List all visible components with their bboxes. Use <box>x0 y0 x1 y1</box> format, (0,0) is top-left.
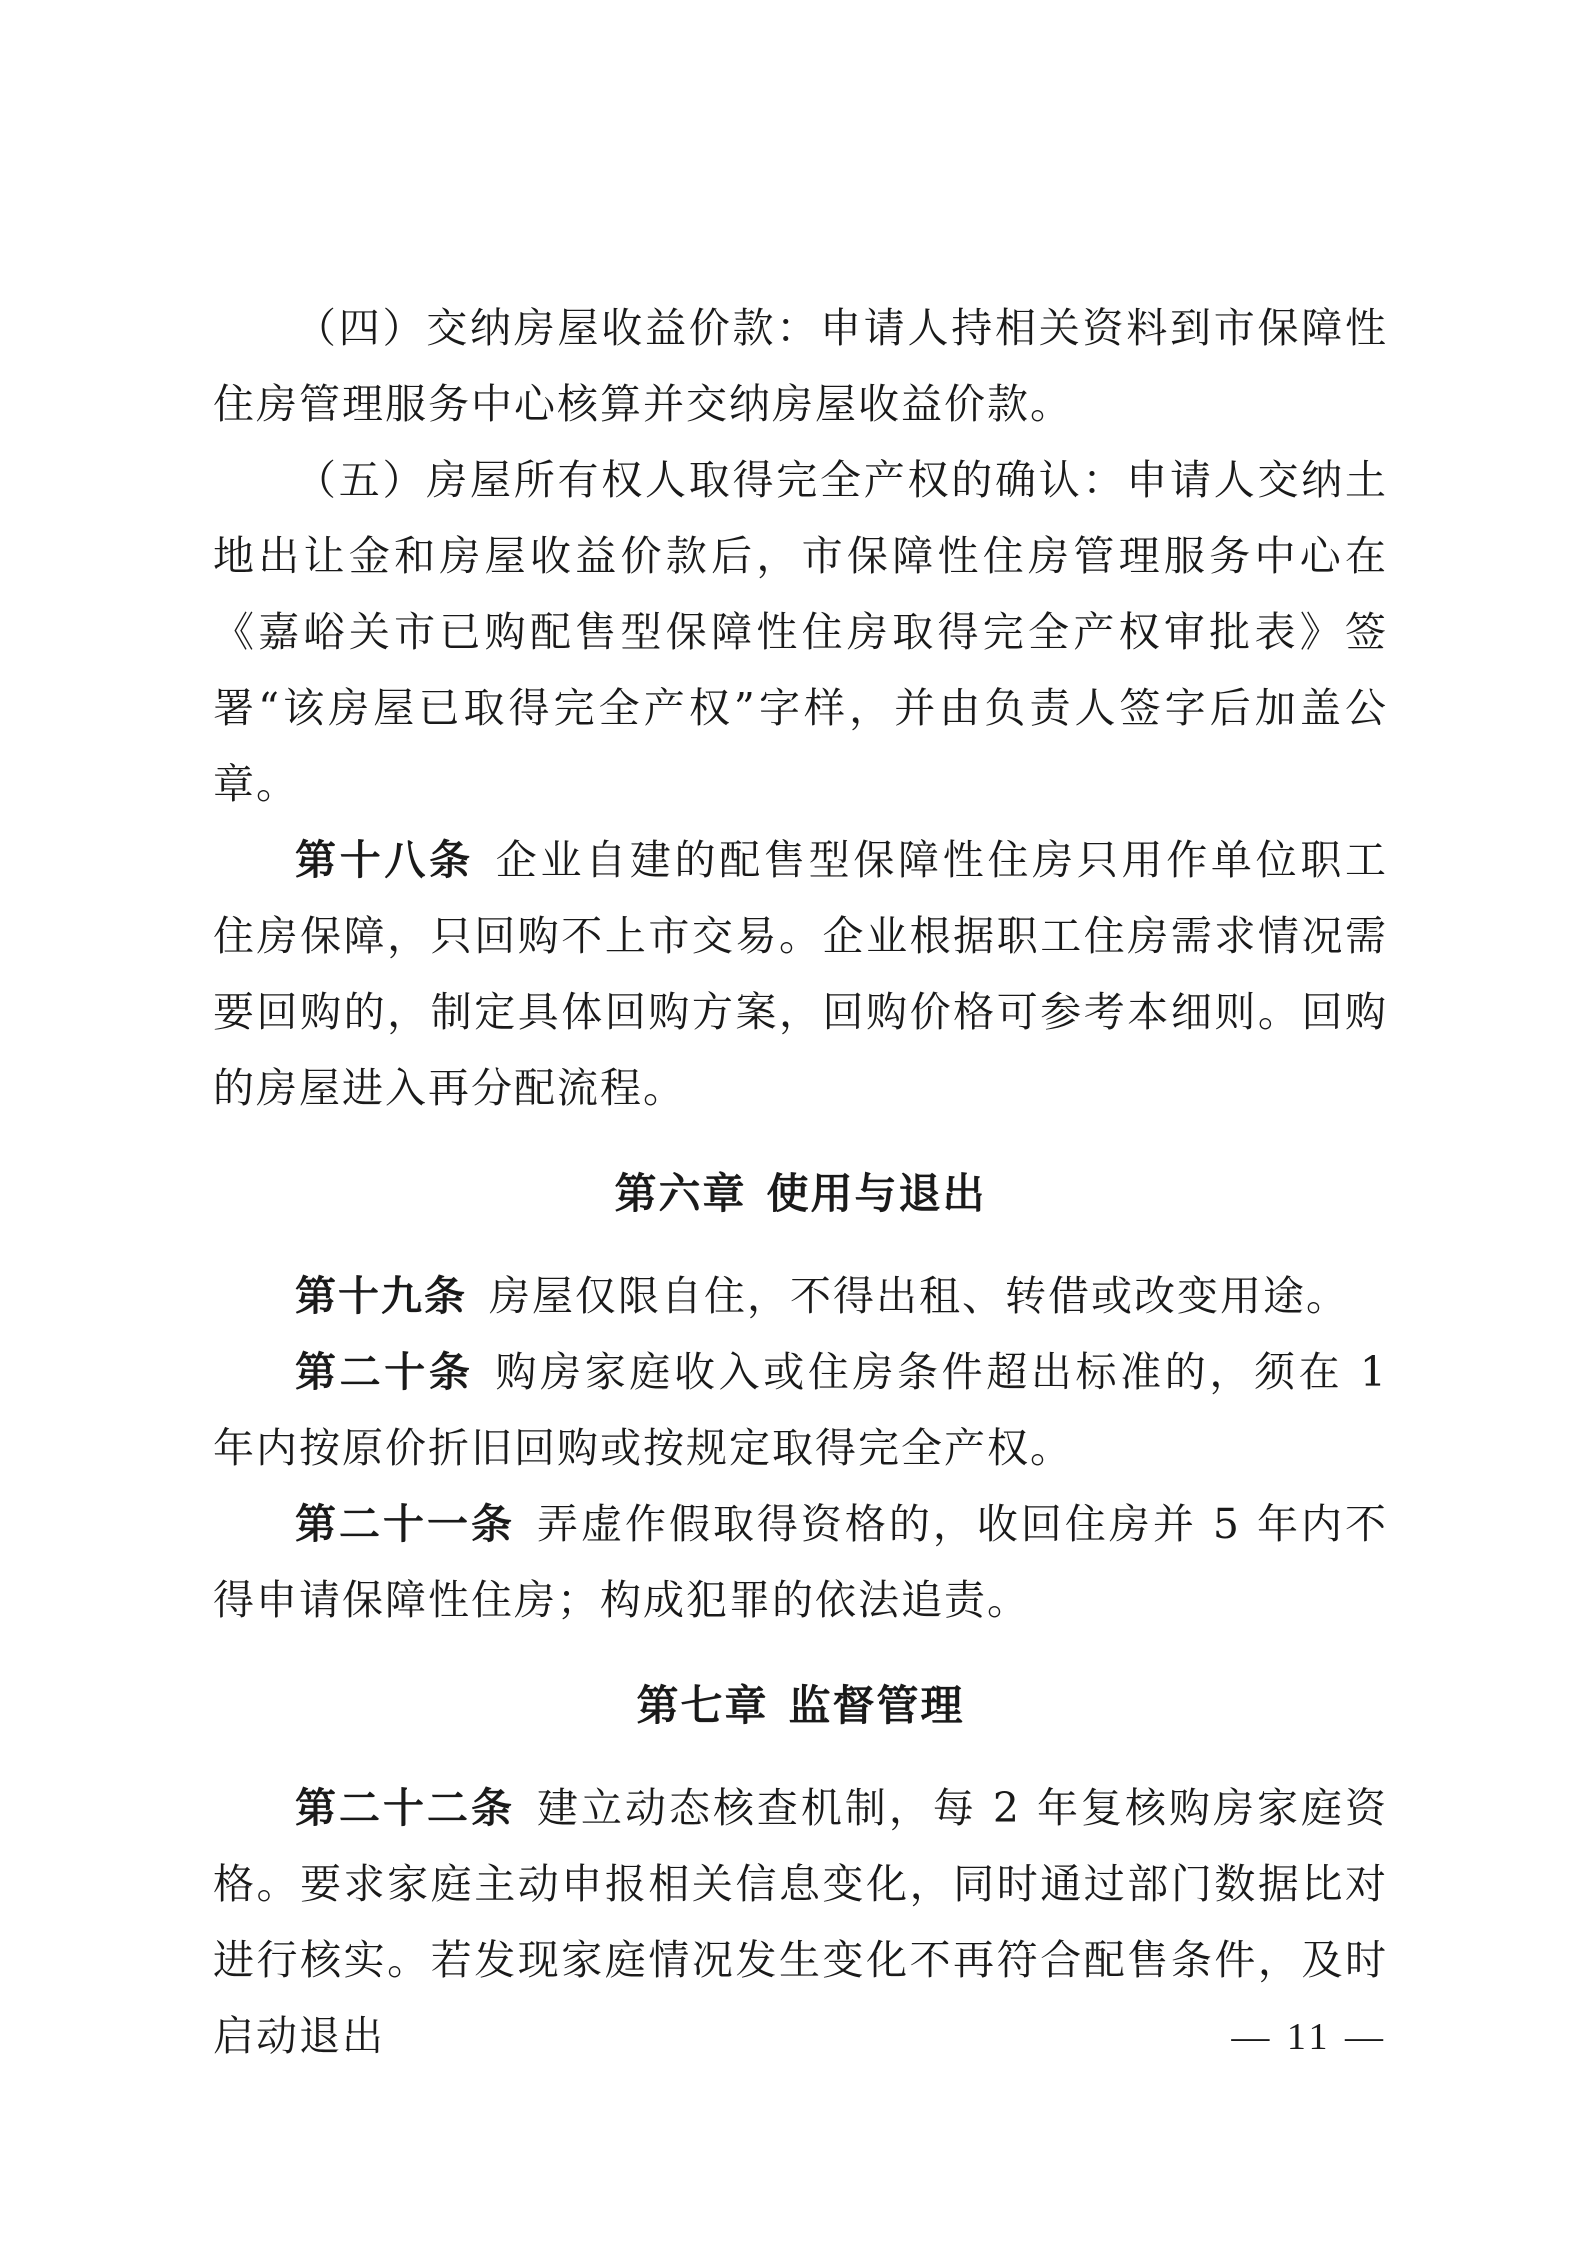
article-21-number: 第二十一条 <box>295 1500 515 1548</box>
article-20-text: 购房家庭收入或住房条件超出标准的，须在 1 年内按原价折旧回购或按规定取得完全产权。 <box>213 1348 1388 1472</box>
article-22 <box>213 1770 1388 2074</box>
article-21-text: 弄虚作假取得资格的，收回住房并 5 年内不得申请保障性住房；构成犯罪的依法追责。 <box>213 1500 1388 1624</box>
article-20-number: 第二十条 <box>295 1348 474 1396</box>
chapter-6-title: 使用与退出 <box>766 1169 987 1218</box>
chapter-7-heading <box>213 1658 1388 1754</box>
article-18-number: 第十八条 <box>295 836 474 884</box>
article-22-text: 建立动态核查机制，每 2 年复核购房家庭资格。要求家庭主动申报相关信息变化，同时通过部门数据比对进行核实。若发现家庭情况发生变化不再符合配售条件，及时启动退出 <box>213 1784 1388 2060</box>
chapter-6-heading <box>213 1146 1388 1242</box>
document-body <box>213 290 1388 2074</box>
article-21 <box>213 1486 1388 1638</box>
article-22-number: 第二十二条 <box>295 1784 515 1832</box>
paragraph-payment: （四）交纳房屋收益价款：申请人持相关资料到市保障性住房管理服务中心核算并交纳房屋收益价款。 <box>213 304 1388 428</box>
article-19-text: 房屋仅限自住，不得出租、转借或改变用途。 <box>489 1272 1349 1320</box>
article-20 <box>213 1334 1388 1486</box>
article-18 <box>213 822 1388 1126</box>
article-19-number: 第十九条 <box>295 1272 467 1320</box>
article-19 <box>213 1258 1388 1334</box>
chapter-7-number: 第七章 <box>636 1681 769 1730</box>
article-18-text: 企业自建的配售型保障性住房只用作单位职工住房保障，只回购不上市交易。企业根据职工住房需求情况需要回购的，制定具体回购方案，回购价格可参考本细则。回购的房屋进入再分配流程。 <box>213 836 1389 1112</box>
chapter-6-number: 第六章 <box>614 1169 747 1218</box>
chapter-7-title: 监督管理 <box>788 1681 965 1730</box>
page-number: — 11 — <box>1231 2016 1387 2058</box>
paragraph-ownership-confirmation: （五）房屋所有权人取得完全产权的确认：申请人交纳土地出让金和房屋收益价款后，市保障性住房管理服务中心在《嘉峪关市已购配售型保障性住房取得完全产权审批表》签署“该房屋已取得完全产权”字样，并由负责人签字后加盖公章。 <box>213 456 1388 808</box>
